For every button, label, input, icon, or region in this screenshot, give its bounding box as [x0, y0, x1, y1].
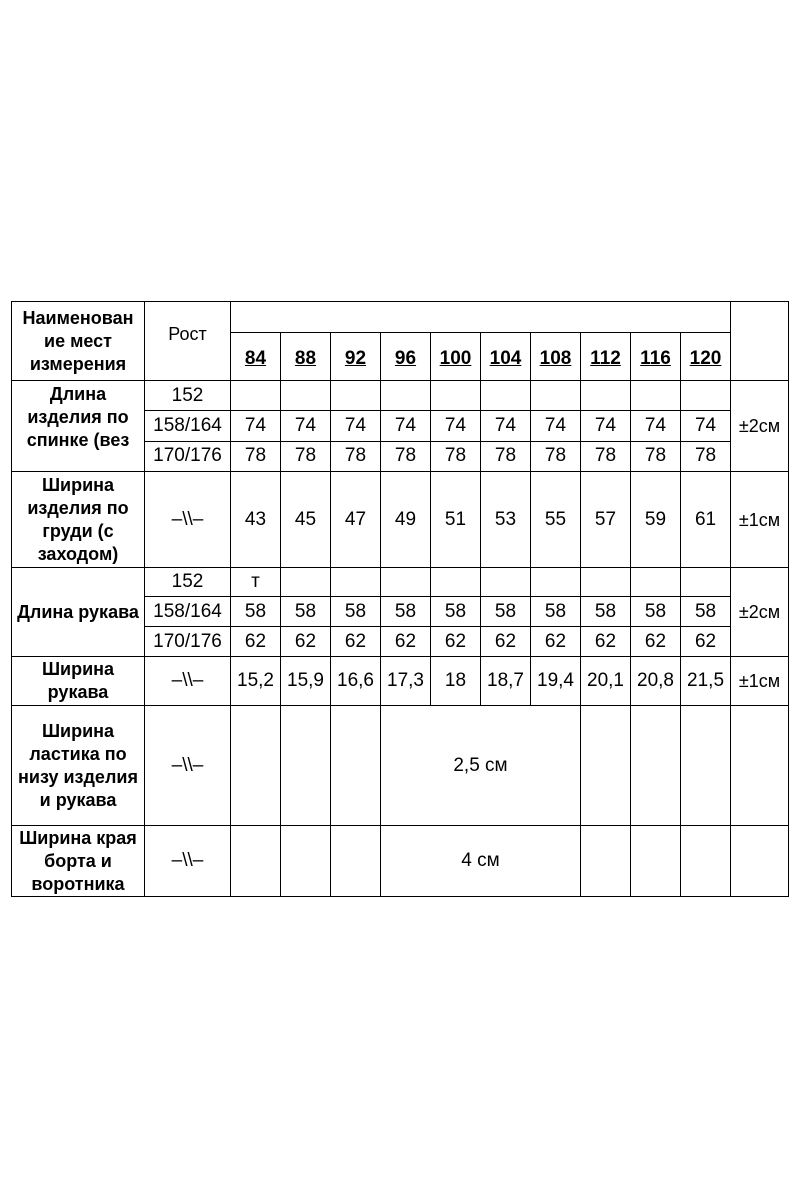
value-cell: [731, 706, 789, 826]
value-cell: [381, 568, 431, 597]
value-cell: 74: [481, 411, 531, 441]
value-cell: [581, 381, 631, 411]
value-cell: [531, 381, 581, 411]
value-cell: т: [231, 568, 281, 597]
value-cell: 59: [631, 472, 681, 568]
value-cell: [431, 568, 481, 597]
value-cell: 74: [281, 411, 331, 441]
header-empty-cell: [231, 302, 731, 333]
value-cell: 62: [531, 627, 581, 657]
value-cell: 58: [231, 597, 281, 627]
value-cell: [331, 568, 381, 597]
value-cell: [281, 706, 331, 826]
value-cell: 47: [331, 472, 381, 568]
height-cell: –\\–: [145, 706, 231, 826]
row-label-chest-width: Ширина изделия по груди (с заходом): [12, 472, 145, 568]
value-cell: 58: [381, 597, 431, 627]
value-cell: 19,4: [531, 657, 581, 706]
value-cell: 62: [581, 627, 631, 657]
row-label-sleeve-length: Длина рукава: [12, 568, 145, 657]
value-cell: 78: [231, 441, 281, 471]
value-cell: [331, 826, 381, 897]
value-cell: 74: [381, 411, 431, 441]
tolerance-cell: ±2см: [731, 568, 789, 657]
value-cell: 78: [681, 441, 731, 471]
value-cell: [231, 826, 281, 897]
header-rost-cell: Рост: [145, 302, 231, 381]
value-cell: [681, 706, 731, 826]
value-cell: 78: [531, 441, 581, 471]
tolerance-cell: ±1см: [731, 657, 789, 706]
value-cell: 62: [631, 627, 681, 657]
tolerance-cell: ±2см: [731, 381, 789, 472]
value-cell: 62: [681, 627, 731, 657]
header-row-top: [12, 302, 789, 333]
value-cell: 58: [581, 597, 631, 627]
value-cell: 62: [431, 627, 481, 657]
row-label-back-length: [12, 381, 145, 472]
value-cell: [681, 826, 731, 897]
value-cell: [381, 381, 431, 411]
value-cell: 74: [331, 411, 381, 441]
height-cell: 158/164: [145, 411, 231, 441]
value-cell: 18,7: [481, 657, 531, 706]
value-cell: 58: [481, 597, 531, 627]
value-cell: 15,9: [281, 657, 331, 706]
size-header: 100: [431, 333, 481, 381]
value-cell: 78: [481, 441, 531, 471]
merged-value-cell: 4 см: [381, 826, 581, 897]
value-cell: 17,3: [381, 657, 431, 706]
value-cell: 21,5: [681, 657, 731, 706]
value-cell: 58: [431, 597, 481, 627]
value-cell: [581, 706, 631, 826]
value-cell: 58: [331, 597, 381, 627]
value-cell: [681, 381, 731, 411]
value-cell: [331, 381, 381, 411]
table-row: [12, 826, 789, 897]
value-cell: [281, 381, 331, 411]
size-chart-table: [11, 301, 789, 897]
row-label-sleeve-width: Ширина рукава: [12, 657, 145, 706]
value-cell: 78: [331, 441, 381, 471]
header-tolerance-cell: [731, 302, 789, 381]
value-cell: 53: [481, 472, 531, 568]
table-row: [12, 706, 789, 826]
header-name-cell: Наименован ие мест измерения: [12, 302, 145, 381]
size-header: 104: [481, 333, 531, 381]
value-cell: 78: [281, 441, 331, 471]
value-cell: 74: [581, 411, 631, 441]
label-clip: Длина изделия по спинке (вез: [26, 384, 130, 450]
value-cell: 58: [531, 597, 581, 627]
value-cell: 20,8: [631, 657, 681, 706]
table-row: [12, 568, 789, 597]
value-cell: 51: [431, 472, 481, 568]
value-cell: [481, 381, 531, 411]
value-cell: 58: [681, 597, 731, 627]
value-cell: [731, 826, 789, 897]
size-header: 92: [331, 333, 381, 381]
height-cell: 158/164: [145, 597, 231, 627]
value-cell: [331, 706, 381, 826]
value-cell: 78: [381, 441, 431, 471]
value-cell: 78: [631, 441, 681, 471]
value-cell: [531, 568, 581, 597]
size-header: 120: [681, 333, 731, 381]
value-cell: [581, 568, 631, 597]
height-cell: 152: [145, 568, 231, 597]
value-cell: 15,2: [231, 657, 281, 706]
merged-value-cell: 2,5 см: [381, 706, 581, 826]
value-cell: [631, 826, 681, 897]
value-cell: 58: [281, 597, 331, 627]
row-label-placket-width: Ширина края борта и воротника: [12, 826, 145, 897]
value-cell: 74: [531, 411, 581, 441]
tolerance-cell: ±1см: [731, 472, 789, 568]
height-cell: 170/176: [145, 627, 231, 657]
value-cell: 20,1: [581, 657, 631, 706]
value-cell: 74: [681, 411, 731, 441]
height-cell: –\\–: [145, 472, 231, 568]
size-header: 112: [581, 333, 631, 381]
value-cell: [281, 826, 331, 897]
value-cell: 62: [481, 627, 531, 657]
value-cell: [231, 381, 281, 411]
value-cell: 74: [631, 411, 681, 441]
size-header: 116: [631, 333, 681, 381]
value-cell: 74: [431, 411, 481, 441]
value-cell: 62: [281, 627, 331, 657]
value-cell: 57: [581, 472, 631, 568]
value-cell: 62: [381, 627, 431, 657]
height-cell: –\\–: [145, 826, 231, 897]
value-cell: [281, 568, 331, 597]
size-header: 96: [381, 333, 431, 381]
value-cell: 58: [631, 597, 681, 627]
table-row: [12, 657, 789, 706]
value-cell: [631, 706, 681, 826]
size-header: 108: [531, 333, 581, 381]
table-row: [12, 381, 789, 411]
value-cell: 78: [581, 441, 631, 471]
table-row: [12, 472, 789, 568]
height-cell: 152: [145, 381, 231, 411]
value-cell: 74: [231, 411, 281, 441]
height-cell: –\\–: [145, 657, 231, 706]
value-cell: [231, 706, 281, 826]
value-cell: 43: [231, 472, 281, 568]
height-cell: 170/176: [145, 441, 231, 471]
value-cell: 49: [381, 472, 431, 568]
value-cell: 62: [331, 627, 381, 657]
row-label-elastic-width: Ширина ластика по низу изделия и рукава: [12, 706, 145, 826]
value-cell: [581, 826, 631, 897]
value-cell: 61: [681, 472, 731, 568]
value-cell: [631, 568, 681, 597]
value-cell: [681, 568, 731, 597]
value-cell: 62: [231, 627, 281, 657]
value-cell: [481, 568, 531, 597]
value-cell: 45: [281, 472, 331, 568]
size-header: 84: [231, 333, 281, 381]
value-cell: [631, 381, 681, 411]
size-header: 88: [281, 333, 331, 381]
value-cell: 55: [531, 472, 581, 568]
value-cell: 78: [431, 441, 481, 471]
value-cell: [431, 381, 481, 411]
value-cell: 18: [431, 657, 481, 706]
value-cell: 16,6: [331, 657, 381, 706]
